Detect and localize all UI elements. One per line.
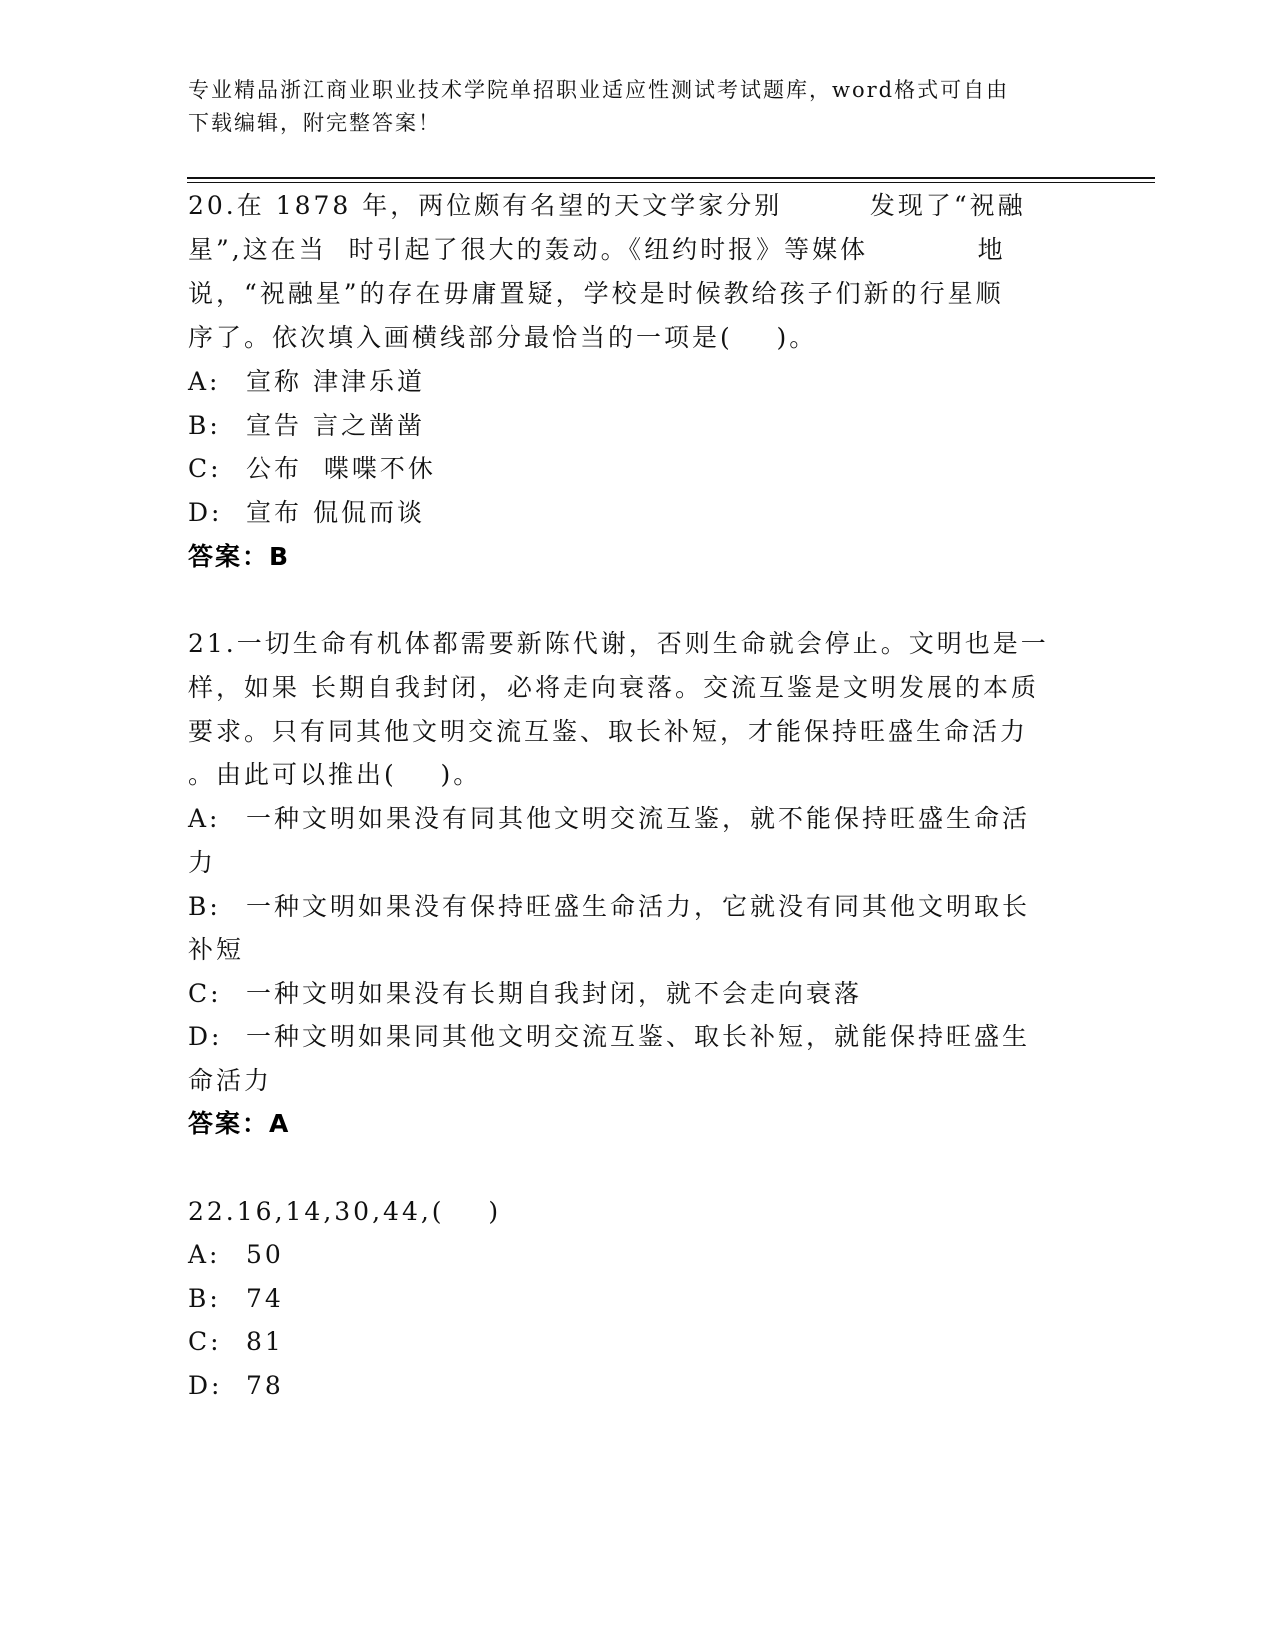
option-label: D: <box>188 1022 223 1051</box>
option-label: A: <box>188 367 221 396</box>
question-20-line-4: 序了。依次填入画横线部分最恰当的一项是( )。 <box>188 323 818 352</box>
question-21-line-1: 21.一切生命有机体都需要新陈代谢，否则生命就会停止。文明也是一 <box>188 629 1049 658</box>
option-text: 81 <box>246 1327 284 1356</box>
option-text: 宣称 津津乐道 <box>246 367 425 396</box>
question-21-line-2: 样，如果 长期自我封闭，必将走向衰落。交流互鉴是文明发展的本质 <box>188 673 1039 702</box>
header-rule-thin <box>187 182 1155 183</box>
question-22-option-a <box>188 1239 284 1271</box>
question-21-option-c <box>188 978 862 1010</box>
option-text: 一种文明如果没有同其他文明交流互鉴，就不能保持旺盛生命活 <box>246 804 1031 833</box>
option-label: B: <box>188 892 221 921</box>
question-21-answer: 答案：A <box>188 1109 291 1138</box>
option-text: 宣告 言之凿凿 <box>246 411 425 440</box>
option-text: 50 <box>246 1240 284 1269</box>
question-22-option-d <box>188 1370 284 1402</box>
option-text: 公布 喋喋不休 <box>246 454 436 483</box>
option-text: 宣布 侃侃而谈 <box>246 498 425 527</box>
option-text: 74 <box>246 1284 284 1313</box>
question-21-line-3: 要求。只有同其他文明交流互鉴、取长补短，才能保持旺盛生命活力 <box>188 717 1029 746</box>
question-20-option-d <box>188 497 425 529</box>
question-21-line-4: 。由此可以推出( )。 <box>188 760 482 789</box>
question-20-option-b <box>188 410 425 442</box>
question-20-option-c <box>188 453 436 485</box>
option-label: C: <box>188 454 222 483</box>
option-label: A: <box>188 804 221 833</box>
question-20-answer: 答案：B <box>188 542 291 571</box>
option-label: D: <box>188 498 223 527</box>
header-rule-thick <box>187 177 1155 179</box>
option-text: 一种文明如果没有保持旺盛生命活力，它就没有同其他文明取长 <box>246 892 1031 921</box>
option-text: 78 <box>246 1371 284 1400</box>
option-label: C: <box>188 979 222 1008</box>
option-text: 一种文明如果同其他文明交流互鉴、取长补短，就能保持旺盛生 <box>246 1022 1031 1051</box>
option-text: 一种文明如果没有长期自我封闭，就不会走向衰落 <box>246 979 863 1008</box>
header-line-1: 专业精品浙江商业职业技术学院单招职业适应性测试考试题库，word格式可自由 <box>188 78 1010 102</box>
question-21-option-d <box>188 1021 1030 1053</box>
question-21-option-b-continued: 补短 <box>188 935 245 964</box>
question-22-option-c <box>188 1326 284 1358</box>
question-21-option-a-continued: 力 <box>188 848 217 877</box>
question-20-line-2: 星”,这在当 时引起了很大的轰动。《纽约时报》等媒体 地 <box>188 235 1006 264</box>
question-21-option-a <box>188 803 1030 835</box>
question-22-option-b <box>188 1283 284 1315</box>
option-label: C: <box>188 1327 222 1356</box>
question-21-option-b <box>188 891 1030 923</box>
option-label: B: <box>188 411 221 440</box>
question-22-line-1: 22.16,14,30,44,( ) <box>188 1197 502 1226</box>
question-20-line-3: 说，“祝融星”的存在毋庸置疑，学校是时候教给孩子们新的行星顺 <box>188 279 1004 308</box>
question-21-option-d-continued: 命活力 <box>188 1066 273 1095</box>
option-label: D: <box>188 1371 223 1400</box>
question-20-line-1: 20.在 1878 年，两位颇有名望的天文学家分别 发现了“祝融 <box>188 191 1026 220</box>
option-label: A: <box>188 1240 221 1269</box>
option-label: B: <box>188 1284 221 1313</box>
question-20-option-a <box>188 366 425 398</box>
page-header <box>188 74 1078 140</box>
header-line-2: 下载编辑，附完整答案！ <box>188 111 441 135</box>
